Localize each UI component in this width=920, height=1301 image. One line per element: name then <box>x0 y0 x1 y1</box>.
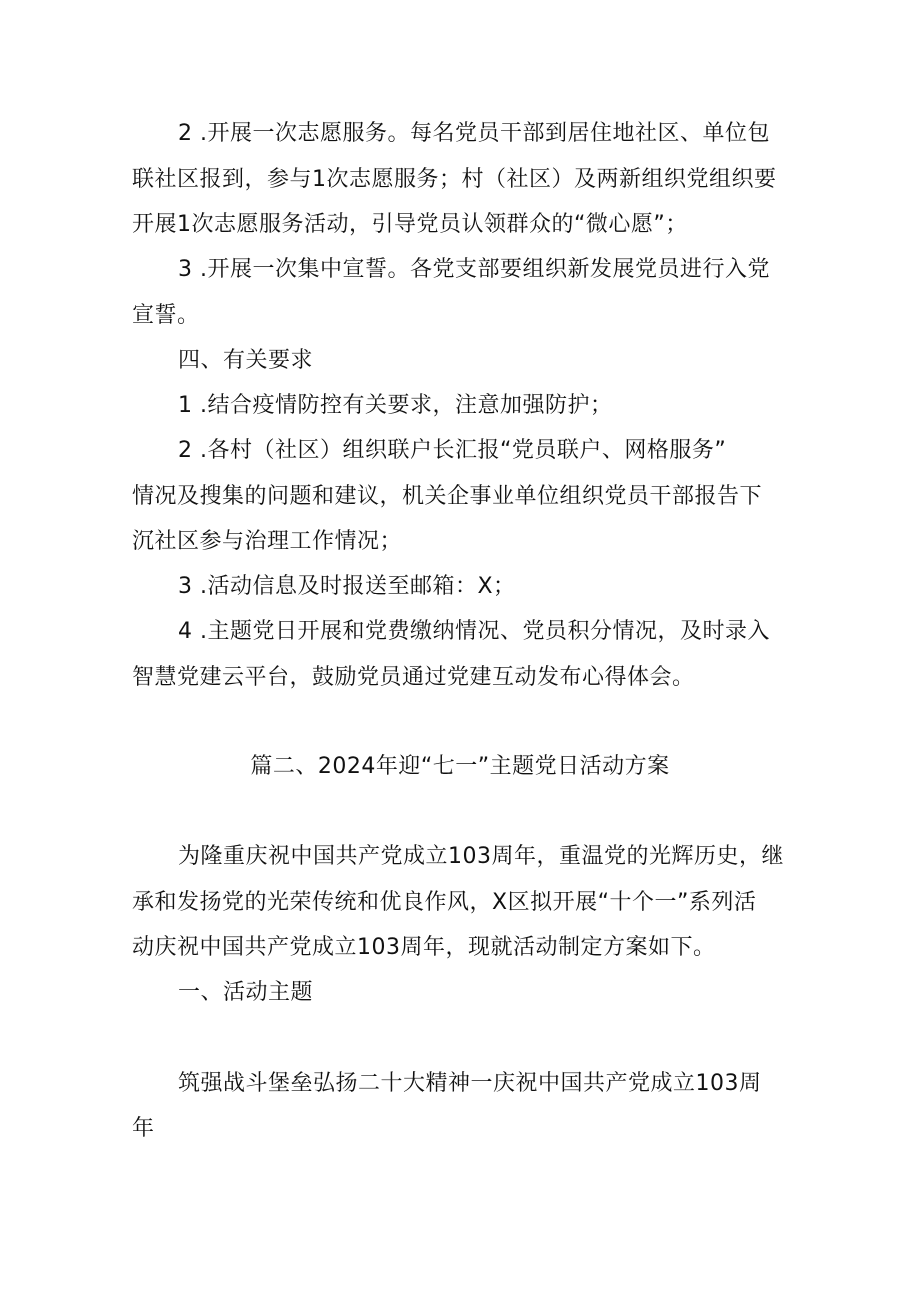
paragraph-line: 2 .各村（社区）组织联户长汇报“党员联户、网格服务” <box>178 438 727 463</box>
paragraph-line: 情况及搜集的问题和建议，机关企事业单位组织党员干部报告下 <box>132 484 763 509</box>
paragraph-line: 年 <box>132 1116 155 1141</box>
section-heading: 四、有关要求 <box>178 348 314 373</box>
paragraph-line: 沉社区参与治理工作情况； <box>132 529 403 554</box>
paragraph-line: 动庆祝中国共产党成立103周年，现就活动制定方案如下。 <box>132 935 716 960</box>
paragraph-line: 2 .开展一次志愿服务。每名党员干部到居住地社区、单位包 <box>178 121 770 146</box>
paragraph-line: 宣誓。 <box>132 303 200 328</box>
paragraph-line: 智慧党建云平台，鼓励党员通过党建互动发布心得体会。 <box>132 665 695 690</box>
paragraph-line: 承和发扬党的光荣传统和优良作风，X区拟开展“十个一”系列活 <box>132 890 757 915</box>
paragraph-line: 联社区报到，参与1次志愿服务；村（社区）及两新组织党组织要 <box>132 167 777 192</box>
paragraph-line: 为隆重庆祝中国共产党成立103周年，重温党的光辉历史，继 <box>178 844 784 869</box>
paragraph-line: 4 .主题党日开展和党费缴纳情况、党员积分情况，及时录入 <box>178 619 770 644</box>
paragraph-line: 3 .开展一次集中宣誓。各党支部要组织新发展党员进行入党 <box>178 257 770 282</box>
section-title: 篇二、2024年迎“七一”主题党日活动方案 <box>250 754 670 779</box>
paragraph-line: 开展1次志愿服务活动，引导党员认领群众的“微心愿”； <box>132 212 688 237</box>
list-item: 3 .活动信息及时报送至邮箱：X； <box>178 574 516 599</box>
paragraph-line: 筑强战斗堡垒弘扬二十大精神一庆祝中国共产党成立103周 <box>178 1071 762 1096</box>
section-heading: 一、活动主题 <box>178 980 314 1005</box>
list-item: 1 .结合疫情防控有关要求，注意加强防护； <box>178 393 613 418</box>
